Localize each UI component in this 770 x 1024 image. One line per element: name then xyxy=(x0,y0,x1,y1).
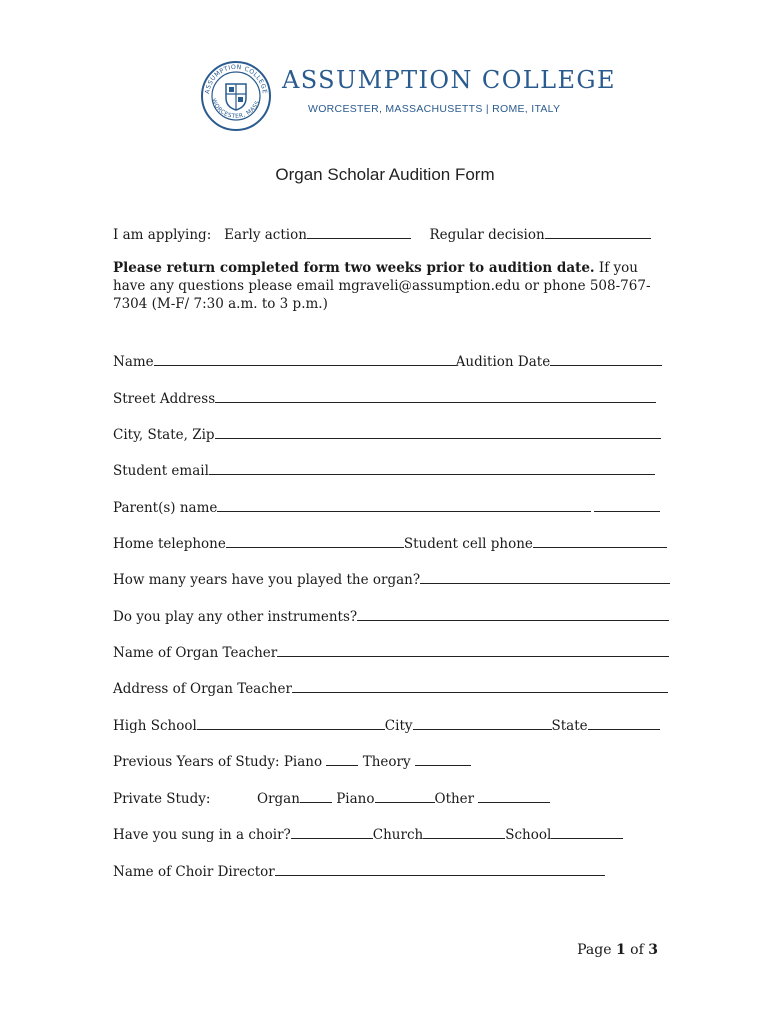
instructions-paragraph xyxy=(113,259,673,313)
school-blank[interactable] xyxy=(551,824,623,839)
high-school-blank[interactable] xyxy=(197,715,385,730)
high-school-row xyxy=(113,715,660,735)
city-blank[interactable] xyxy=(413,715,552,730)
street-address-blank[interactable] xyxy=(215,388,656,403)
private-study-row xyxy=(113,788,550,808)
parent-name-row xyxy=(113,497,660,517)
parent-name-label: Parent(s) name xyxy=(113,500,218,516)
piano-label: Piano xyxy=(336,791,375,807)
regular-decision-blank[interactable] xyxy=(545,224,651,239)
name-row xyxy=(113,351,662,371)
college-header xyxy=(200,60,616,132)
other-instruments-blank[interactable] xyxy=(357,606,669,621)
college-location: WORCESTER, MASSACHUSETTS | ROME, ITALY xyxy=(308,103,561,115)
street-address-label: Street Address xyxy=(113,391,216,407)
organ-teacher-address-blank[interactable] xyxy=(292,678,668,693)
form-title: Organ Scholar Audition Form xyxy=(275,165,495,184)
college-seal-logo xyxy=(200,60,272,132)
other-label: Other xyxy=(434,791,475,807)
city-label: City xyxy=(384,718,413,734)
svg-text:WORCESTER, MASS.: WORCESTER, MASS. xyxy=(209,98,263,121)
instructions-bold: Please return completed form two weeks prior to audition date. xyxy=(113,260,595,276)
city-state-zip-label: City, State, Zip xyxy=(113,427,215,443)
student-cell-blank[interactable] xyxy=(533,533,667,548)
student-email-blank[interactable] xyxy=(209,460,655,475)
student-cell-label: Student cell phone xyxy=(403,536,533,552)
years-organ-blank[interactable] xyxy=(420,569,670,584)
choir-director-blank[interactable] xyxy=(275,861,605,876)
other-blank[interactable] xyxy=(478,788,550,803)
early-action-label: Early action xyxy=(224,227,307,243)
piano-blank[interactable] xyxy=(375,788,435,803)
home-telephone-label: Home telephone xyxy=(113,536,226,552)
state-label: State xyxy=(551,718,588,734)
regular-decision-label: Regular decision xyxy=(429,227,545,243)
piano-years-blank[interactable] xyxy=(326,751,358,766)
years-organ-row xyxy=(113,569,670,589)
city-state-zip-blank[interactable] xyxy=(215,424,661,439)
applying-label: I am applying: xyxy=(113,227,212,243)
page-of-word: of xyxy=(630,942,644,958)
organ-teacher-blank[interactable] xyxy=(277,642,669,657)
previous-study-row xyxy=(113,751,471,771)
page-total: 3 xyxy=(648,942,658,958)
organ-label: Organ xyxy=(257,791,300,807)
street-address-row xyxy=(113,388,656,408)
theory-label: Theory xyxy=(362,754,411,770)
choir-director-row xyxy=(113,861,605,881)
church-label: Church xyxy=(372,827,424,843)
theory-years-blank[interactable] xyxy=(415,751,471,766)
organ-blank[interactable] xyxy=(300,788,332,803)
svg-text:ASSUMPTION COLLEGE: ASSUMPTION COLLEGE xyxy=(204,63,268,95)
church-blank[interactable] xyxy=(423,824,505,839)
previous-study-label: Previous Years of Study: Piano xyxy=(113,754,323,770)
instructions-text: If you have any questions please email mgraveli@assumption.edu or phone 508-767-7304 (M-F/ 7:30 a.m. to 3 p.m.) xyxy=(113,260,651,312)
organ-teacher-row xyxy=(113,642,669,662)
page-number xyxy=(577,942,658,958)
telephone-row xyxy=(113,533,667,553)
choir-row xyxy=(113,824,623,844)
organ-teacher-label: Name of Organ Teacher xyxy=(113,645,278,661)
private-study-label: Private Study: xyxy=(113,791,211,807)
early-action-blank[interactable] xyxy=(307,224,411,239)
other-instruments-row xyxy=(113,606,669,626)
student-email-label: Student email xyxy=(113,463,209,479)
sung-choir-label: Have you sung in a choir? xyxy=(113,827,291,843)
sung-choir-blank[interactable] xyxy=(291,824,373,839)
audition-date-label: Audition Date xyxy=(455,354,551,370)
parent-name-blank-2[interactable] xyxy=(594,497,660,512)
state-blank[interactable] xyxy=(588,715,660,730)
high-school-label: High School xyxy=(113,718,197,734)
audition-date-blank[interactable] xyxy=(550,351,662,366)
school-label: School xyxy=(505,827,552,843)
city-state-zip-row xyxy=(113,424,661,444)
name-label: Name xyxy=(113,354,154,370)
student-email-row xyxy=(113,460,655,480)
applying-row xyxy=(113,224,651,244)
other-instruments-label: Do you play any other instruments? xyxy=(113,609,358,625)
parent-name-blank[interactable] xyxy=(217,497,591,512)
choir-director-label: Name of Choir Director xyxy=(113,864,275,880)
years-organ-label: How many years have you played the organ? xyxy=(113,572,421,588)
name-blank[interactable] xyxy=(154,351,456,366)
page-current: 1 xyxy=(615,942,626,958)
organ-teacher-address-label: Address of Organ Teacher xyxy=(113,681,292,697)
home-telephone-blank[interactable] xyxy=(226,533,404,548)
college-name: ASSUMPTION COLLEGE xyxy=(282,66,616,94)
page-word: Page xyxy=(577,942,612,958)
organ-teacher-address-row xyxy=(113,678,668,698)
